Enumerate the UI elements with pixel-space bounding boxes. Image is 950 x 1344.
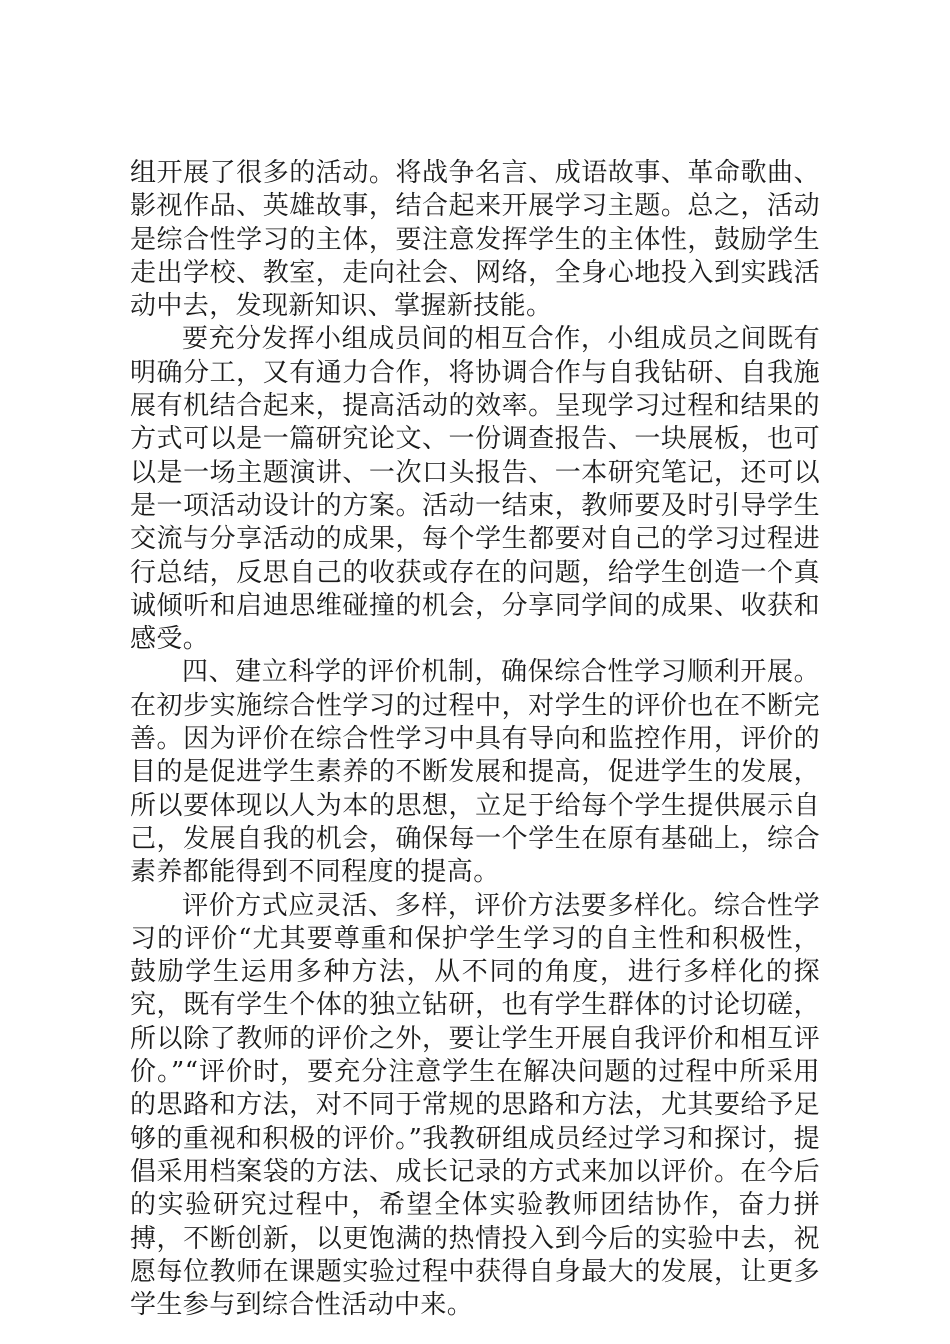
- paragraph-activities-continuation: 组开展了很多的活动。将战争名言、成语故事、革命歌曲、影视作品、英雄故事，结合起来开展学习主题。总之，活动是综合性学习的主体，要注意发挥学生的主体性，鼓励学生走出学校、教室，走向社会、网络，全身心地投入到实践活动中去，发现新知识、掌握新技能。: [130, 158, 820, 322]
- paragraph-evaluation-methods: 评价方式应灵活、多样，评价方法要多样化。综合性学习的评价“尤其要尊重和保护学生学习的自主性和积极性，鼓励学生运用多种方法，从不同的角度，进行多样化的探究，既有学生个体的独立钻研，也有学生群体的讨论切磋，所以除了教师的评价之外，要让学生开展自我评价和相互评价。”“评价时，要充分注意学生在解决问题的过程中所采用的思路和方法，对不同于常规的思路和方法，尤其要给予足够的重视和积极的评价。”我教研组成员经过学习和探讨，提倡采用档案袋的方法、成长记录的方式来加以评价。在今后的实验研究过程中，希望全体实验教师团结协作，奋力拼搏，不断创新，以更饱满的热情投入到今后的实验中去，祝愿每位教师在课题实验过程中获得自身最大的发展，让更多学生参与到综合性活动中来。: [130, 890, 820, 1321]
- paragraph-evaluation-mechanism: 四、建立科学的评价机制，确保综合性学习顺利开展。在初步实施综合性学习的过程中，对学生的评价也在不断完善。因为评价在综合性学习中具有导向和监控作用，评价的目的是促进学生素养的不断发展和提高，促进学生的发展，所以要体现以人为本的思想，立足于给每个学生提供展示自己，发展自我的机会，确保每一个学生在原有基础上，综合素养都能得到不同程度的提高。: [130, 657, 820, 888]
- paragraph-group-cooperation: 要充分发挥小组成员间的相互合作，小组成员之间既有明确分工，又有通力合作，将协调合作与自我钻研、自我施展有机结合起来，提高活动的效率。呈现学习过程和结果的方式可以是一篇研究论文、一份调查报告、一块展板，也可以是一场主题演讲、一次口头报告、一本研究笔记，还可以是一项活动设计的方案。活动一结束，教师要及时引导学生交流与分享活动的成果，每个学生都要对自己的学习过程进行总结，反思自己的收获或存在的问题，给学生创造一个真诚倾听和启迪思维碰撞的机会，分享同学间的成果、收获和感受。: [130, 324, 820, 655]
- document-body: [130, 157, 820, 1322]
